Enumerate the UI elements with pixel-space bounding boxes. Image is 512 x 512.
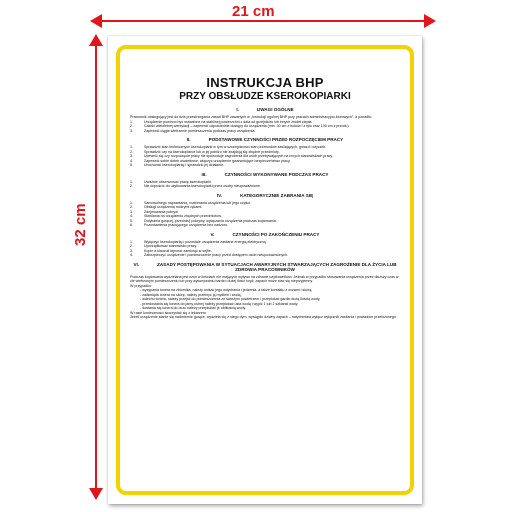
list-item-number: 2. xyxy=(130,124,133,128)
section-title: CZYNNOŚCI WYKONYWANE PODCZAS PRACY xyxy=(224,171,329,177)
section-intro: Podczas kopiowania wydzielana jest ozon w ilościach nie mających wpływu na zdrowie użytkowników. Jednak w przypadku stosowania urządzenia przez dłuższy czas w źle wietrzonym pomieszczeniu lub przy wykonywaniu bardzo dużej ilości kopii, zapach może stać się nieprzyjemny. xyxy=(130,274,399,283)
list-item xyxy=(130,253,400,258)
list-item-number: 3. xyxy=(130,154,133,158)
bullet-item: - zalikwiąda tonera na skórę, należy przemyć ją mydłem i wodą, xyxy=(140,292,242,297)
list-item-number: 2. xyxy=(130,149,133,154)
list-item-text: Urządzenie powinno być ustawione na stabilnej powierzchni z dala od grzejników lub innych źródeł ciepła. xyxy=(144,119,313,124)
list-item-number: 1. xyxy=(130,179,133,184)
section-after: W razie konieczności skorzystać się z lekarzem. xyxy=(130,310,207,315)
section-number: V. xyxy=(210,231,215,237)
height-arrow-bottom-icon xyxy=(89,488,103,500)
list-item-text: Sprawdzić czy na kserokopiarce lub w jej pobliżu nie znajdują się zbędne przedmioty. xyxy=(144,149,280,154)
section-title: UWAGI OGÓLNE xyxy=(256,107,294,112)
section-number: IV. xyxy=(216,192,223,198)
sign-subtitle: PRZY OBSŁUDZE KSEROKOPIARKI xyxy=(179,91,351,102)
section-heading xyxy=(130,193,400,198)
sign-yellow-frame xyxy=(116,45,414,495)
section-title: ZASADY POSTĘPOWANIA W SYTUACJACH AWARYJNYCH STWARZAJĄCYCH ZAGROŻENIE DLA ŻYCIA LUB ZDROWIA PRACOWNIKÓW xyxy=(157,261,397,272)
list-item-number: 5. xyxy=(130,163,133,167)
list-item-text: Sprawdzić stan technicznych kserokopiarki w tym w szczególności stan przewodów zasilających, gniazd i wtyczek. xyxy=(144,145,327,149)
list-item-text: Uważnie obserwować pracę kserokopiarki. xyxy=(144,179,212,184)
bullet-item: - dostania się tonera do oczu należy przepłukać je obfitością wody. xyxy=(140,306,247,310)
list-item-text: Uruchomić kserokopiarkę i sprawdzić jej działanie. xyxy=(144,163,225,167)
list-item-number: 2. xyxy=(130,184,133,188)
width-dimension-line xyxy=(96,20,426,22)
list-item-number: 4. xyxy=(130,214,133,218)
list-item-number: 2. xyxy=(130,205,133,209)
bullet-item: - przedostania się tonera do jamy ustnej należy przepłukać usta wodą i wypić 1 lub 2 szklanki wody, xyxy=(140,301,299,306)
bullet-item: - wdechu tonera, należy przejść do pomieszczenia ze świeżym powietrzem i przepłukać gardło dużą ilością wody, xyxy=(140,297,321,301)
height-dimension-line xyxy=(95,42,97,494)
section-title: PODSTAWOWE CZYNNOŚCI PRZED ROZPOCZĘCIEM PRACY xyxy=(208,137,344,142)
section-title: KATEGORYCZNIE ZABRANIA SIĘ xyxy=(240,192,314,198)
section-intro: Pracownik obsługujący jest do dziś przestrzegania zasad BHP zawartych w „Instrukcji ogólnej BHP przy pracach administracyjno-biurowych”, a ponadto: xyxy=(130,115,373,119)
list-item-text: Uporządkować stanowisko pracy. xyxy=(144,244,198,248)
width-arrow-left-icon xyxy=(90,14,102,28)
section-heading xyxy=(130,137,400,142)
safety-sign xyxy=(108,36,422,504)
list-item xyxy=(130,163,400,168)
section-lead: W przypadku: xyxy=(130,283,152,288)
list-item-text: Zabezpieczyć urządzenie i pomieszczenie pracy przed dostępem osób nieupoważnionych. xyxy=(144,253,289,257)
list-item-text: Wyłączyć kserokopiarkę i pozostale urządzenia zasilane energią elektryczną. xyxy=(144,239,267,244)
list-item xyxy=(130,184,400,189)
list-item-text: Samowolnego naprawiania, rozbierania urządzenia lub jego części. xyxy=(144,200,252,205)
list-item-number: 2. xyxy=(130,244,133,248)
section-heading xyxy=(130,232,400,237)
section-number: VI. xyxy=(133,261,140,267)
list-item-text: Zapewnić sobie dobre oświetlenie, włączyć urządzenie gwarantujące bezpieczeństwo pracy. xyxy=(144,158,291,163)
height-label: 32 cm xyxy=(72,203,89,246)
section-closing: Jeżeli urządzenie stanie się nadmiernie gorące, wydziela się z niego dym, wystąpiło dziwny zapach – natychmiast wyłącz wyłącznik zasilania i powiadom przełożonego. xyxy=(130,315,397,319)
list-item-text: Dotykania gorącej, przednie/j pokrywy, wyłączania urządzenia podczas kopiowania. xyxy=(144,218,277,223)
list-item-text: Zapewnić ciągłe wietrzenie pomieszczenia podczas pracy urządzenia. xyxy=(144,128,256,133)
list-item-number: 4. xyxy=(130,253,133,257)
section-heading xyxy=(130,262,400,272)
list-item-text: Kopie a klauzuli tajności zamknąć w sejfie. xyxy=(144,248,212,253)
sign-title: INSTRUKCJA BHP xyxy=(206,75,324,90)
height-arrow-top-icon xyxy=(89,34,103,46)
list-item-number: 3. xyxy=(130,209,133,214)
section-number: II. xyxy=(186,137,191,142)
section-number: III. xyxy=(201,171,207,177)
list-item-number: 1. xyxy=(130,239,133,244)
list-item-text: Zdejmowania pokryw. xyxy=(144,209,179,214)
section-heading xyxy=(130,107,400,112)
list-item-number: 1. xyxy=(130,145,133,149)
list-item-text: Pozostawienia pracującego urządzenia bez nadzoru. xyxy=(144,223,229,227)
list-item-number: 5. xyxy=(130,218,133,223)
list-item-number: 6. xyxy=(130,223,133,227)
section-title: CZYNNOŚCI PO ZAKOŃCZENIU PRACY xyxy=(232,231,320,237)
width-label: 21 cm xyxy=(232,3,275,20)
bullet-item: - wysypania tonera na zbiornika, należy unikać jego wdychania i jedzenia, a także kontaktu z oczami i skórą, xyxy=(140,288,313,292)
list-item-text: Stawiania na urządzeniu zbędnych przedmiotów. xyxy=(144,214,222,218)
list-item-number: 1. xyxy=(130,200,133,205)
list-item-text: Nie dopuścić do użytkowania kserokopiarki przez osoby nieupoważnione. xyxy=(144,184,261,188)
width-arrow-right-icon xyxy=(424,14,436,28)
section-heading xyxy=(130,172,400,177)
list-item-text: Całość wieloletnej wentylacji – zapewnić odpowiednie dostępy do urządzenia (min. 30 cm z boków i z tyłu oraz 100 cm z przodu). xyxy=(144,124,350,128)
list-item xyxy=(130,223,400,228)
list-item-number: 3. xyxy=(130,248,133,253)
list-item-text: Upewnić się czy rozpoczęcie pracy nie spowoduje zagrożenia dla osób przebywających na innych stanowiskach pracy. xyxy=(144,154,333,158)
section-number: I. xyxy=(236,107,239,112)
list-item-number: 3. xyxy=(130,128,133,133)
list-item xyxy=(130,129,400,134)
list-item-number: 1. xyxy=(130,119,133,124)
sign-sections xyxy=(130,107,400,320)
list-item-number: 4. xyxy=(130,158,133,163)
list-item-text: Obsługi urządzenia mokrymi rękami. xyxy=(144,205,203,209)
